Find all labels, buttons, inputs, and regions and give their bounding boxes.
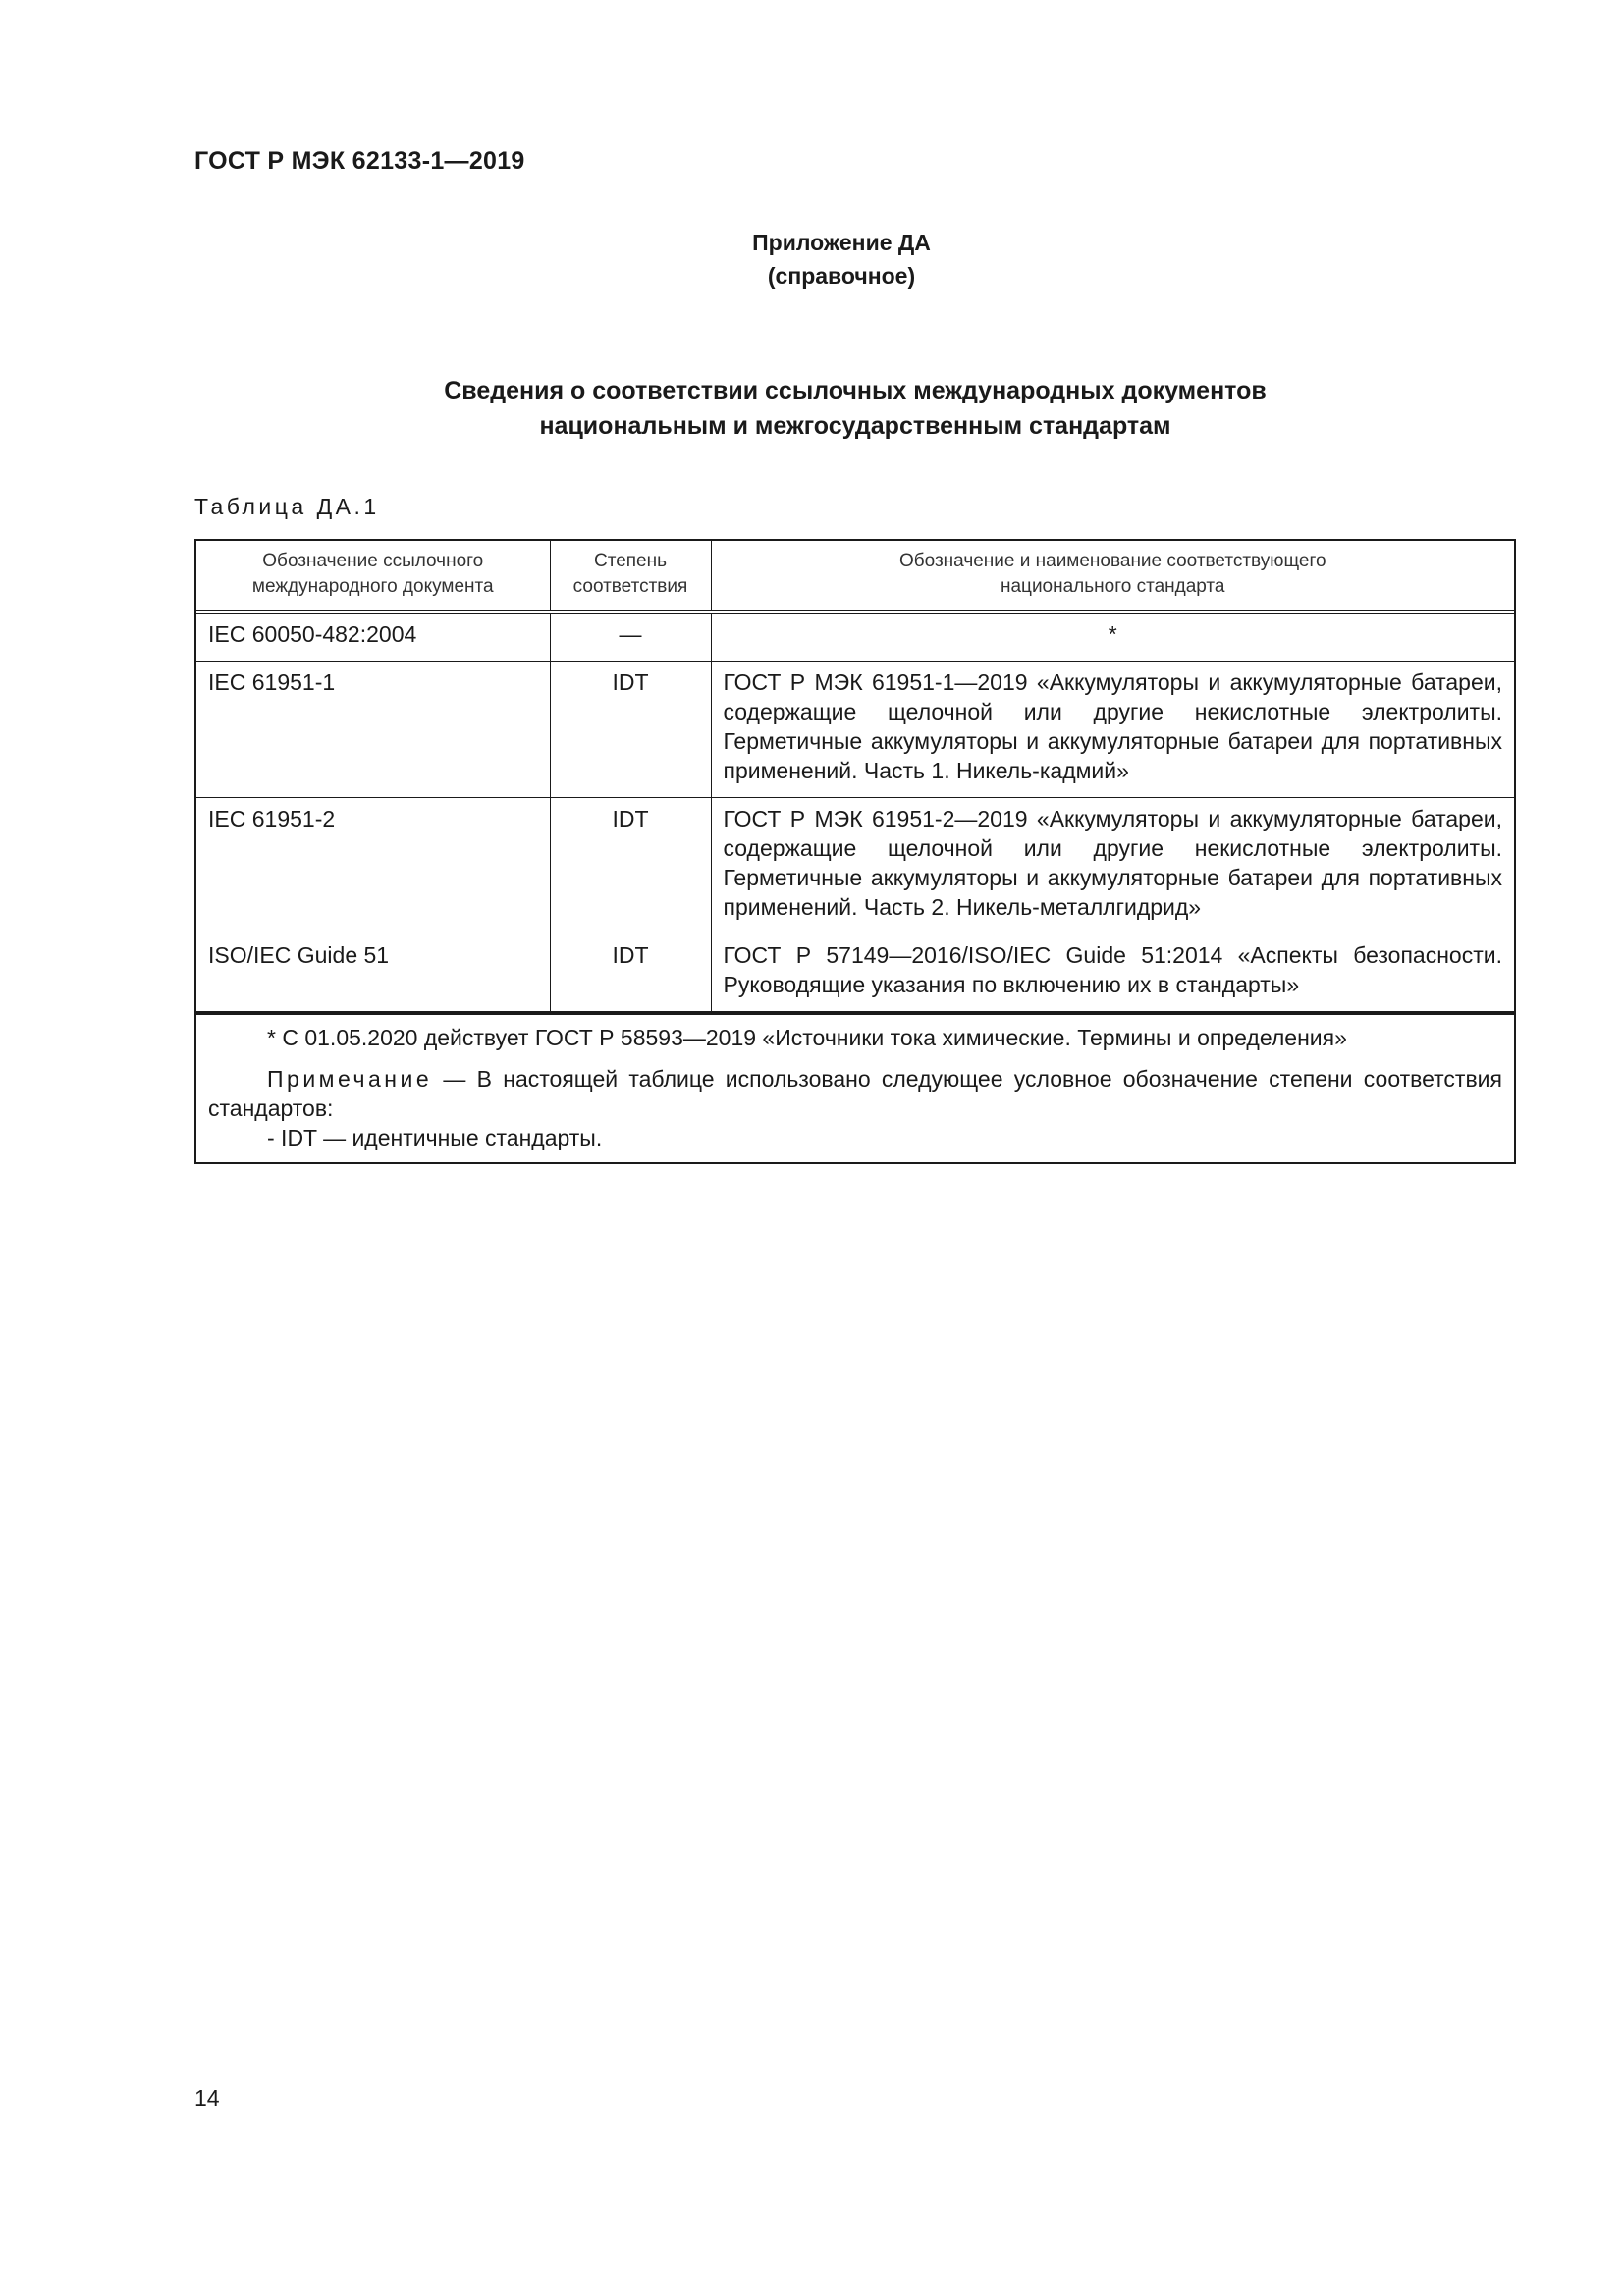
header-national-line-2: национального стандарта [1001,576,1225,597]
table-footnote: * С 01.05.2020 действует ГОСТ Р 58593—2019 «Источники тока химические. Термины и определения» [267,1025,1347,1050]
header-ref-doc-line-1: Обозначение ссылочного [262,551,484,571]
table-row [196,662,1514,798]
table-note [208,1064,1502,1123]
cell-degree: — [550,612,711,662]
cell-degree: IDT [550,798,711,934]
note-list-item: - IDT — идентичные стандарты. [267,1125,603,1150]
section-title-line-2: национальным и межгосударственным стандартам [539,412,1171,440]
table-caption: Таблица ДА.1 [194,494,380,519]
cell-national-standard: ГОСТ Р МЭК 61951-2—2019 «Аккумуляторы и аккумуляторные батареи, содержащие щелочной или другие некислотные электролиты. Герметичные аккумуляторы и аккумуляторные батареи для портативных применений. Часть 2. Никель-металлгидрид» [711,798,1514,934]
table-footnote-area [196,1012,1514,1162]
header-ref-doc-line-2: международного документа [251,576,494,597]
header-national-line-1: Обозначение и наименование соответствующего [898,551,1326,571]
note-label: Примечание [267,1066,433,1092]
cell-degree: IDT [550,934,711,1012]
cell-ref-doc: IEC 60050-482:2004 [196,612,550,662]
header-ref-doc [196,541,550,612]
header-degree [550,541,711,612]
section-title-line-1: Сведения о соответствии ссылочных международных документов [444,377,1267,404]
cell-national-standard: * [711,612,1514,662]
table-row [196,934,1514,1012]
cell-degree: IDT [550,662,711,798]
table-row [196,798,1514,934]
table-header-row [196,541,1514,612]
header-degree-line-2: соответствия [572,576,688,597]
appendix-subtitle: (справочное) [767,263,916,289]
header-degree-line-1: Степень [593,551,668,571]
header-national-standard [711,541,1514,612]
cell-ref-doc: IEC 61951-1 [196,662,550,798]
section-title [194,373,1516,444]
appendix-title: Приложение ДА [752,230,931,255]
page-number: 14 [194,2085,220,2110]
cell-national-standard: ГОСТ Р МЭК 61951-1—2019 «Аккумуляторы и аккумуляторные батареи, содержащие щелочной или другие некислотные электролиты. Герметичные аккумуляторы и аккумуляторные батареи для портативных применений. Часть 1. Никель-кадмий» [711,662,1514,798]
document-id-header: ГОСТ Р МЭК 62133-1—2019 [194,147,525,175]
note-text: — В настоящей таблице использовано следующее условное обозначение степени соответствия стандартов: [208,1066,1502,1121]
table-row [196,612,1514,662]
appendix-heading [0,226,1624,293]
cell-ref-doc: ISO/IEC Guide 51 [196,934,550,1012]
cell-national-standard: ГОСТ Р 57149—2016/ISO/IEC Guide 51:2014 «Аспекты безопасности. Руководящие указания по включению их в стандарты» [711,934,1514,1012]
correspondence-table [194,539,1516,1164]
cell-ref-doc: IEC 61951-2 [196,798,550,934]
